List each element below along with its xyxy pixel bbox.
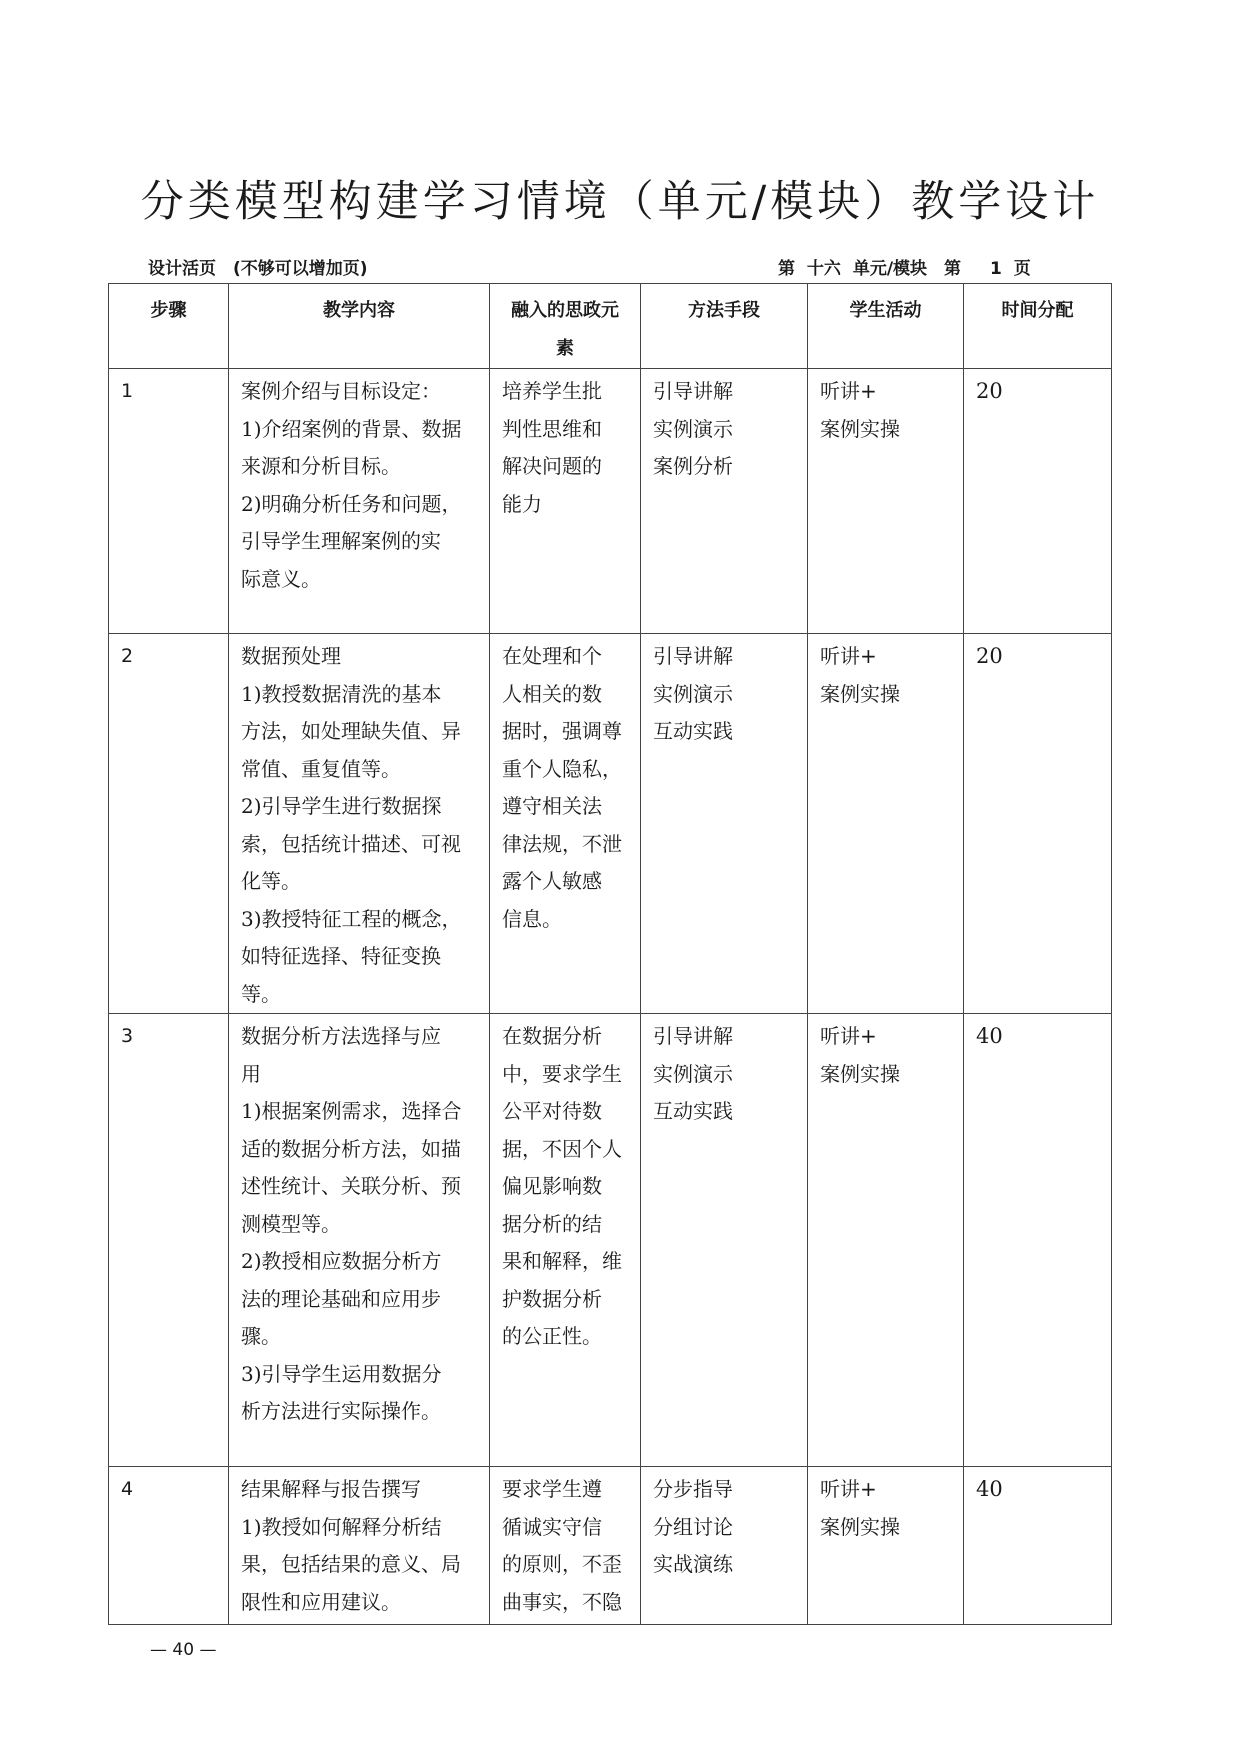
- activity-cell: [808, 369, 964, 634]
- content-cell: [229, 1467, 490, 1625]
- ideology-line: 曲事实，不隐: [502, 1589, 622, 1614]
- activity-cell: [808, 1467, 964, 1625]
- activity-cell: [808, 634, 964, 1014]
- content-cell: [229, 369, 490, 634]
- step-number: 2: [121, 645, 134, 667]
- content-line: 骤。: [241, 1324, 281, 1348]
- ideology-line: 据时，强调尊: [502, 719, 622, 743]
- method-line: 案例分析: [653, 454, 733, 478]
- header-activity: 学生活动: [808, 284, 964, 369]
- content-line: 引导学生理解案例的实: [241, 529, 441, 553]
- content-line: 限性和应用建议。: [241, 1589, 401, 1614]
- content-line: 2)引导学生进行数据探: [241, 794, 442, 818]
- time-cell: [964, 1014, 1112, 1467]
- content-cell: [229, 634, 490, 1014]
- activity-line: 案例实操: [820, 681, 900, 706]
- activity-line: 听讲+: [820, 1024, 877, 1048]
- content-line: 常值、重复值等。: [241, 756, 401, 781]
- content-line: 数据分析方法选择与应: [241, 1024, 441, 1048]
- content-line: 案例介绍与目标设定：: [241, 379, 441, 403]
- content-line: 3)引导学生运用数据分: [241, 1361, 442, 1386]
- method-line: 互动实践: [653, 719, 733, 743]
- header-ideology: [490, 284, 641, 369]
- method-line: 实例演示: [653, 416, 733, 441]
- ideology-line: 公平对待数: [502, 1099, 602, 1123]
- header-content: 教学内容: [229, 284, 490, 369]
- step-number: 1: [121, 380, 134, 402]
- header-time: 时间分配: [964, 284, 1112, 369]
- ideology-line: 培养学生批: [502, 379, 602, 403]
- content-line: 等。: [241, 981, 281, 1006]
- ideology-line: 判性思维和: [502, 416, 602, 441]
- content-line: 数据预处理: [241, 644, 341, 668]
- ideology-line: 信息。: [502, 906, 562, 931]
- content-line: 1)教授数据清洗的基本: [241, 681, 442, 706]
- step-cell: [109, 1467, 229, 1625]
- content-line: 法的理论基础和应用步: [241, 1286, 441, 1311]
- ideology-line: 循诚实守信: [502, 1514, 602, 1539]
- ideology-line: 律法规，不泄: [502, 831, 622, 856]
- ideology-cell: [490, 1014, 641, 1467]
- method-line: 引导讲解: [653, 644, 733, 668]
- content-line: 1)教授如何解释分析结: [241, 1514, 442, 1539]
- table-row: [109, 1467, 1112, 1625]
- method-cell: [641, 1467, 808, 1625]
- ideology-line: 据，不因个人: [502, 1136, 622, 1161]
- step-cell: [109, 1014, 229, 1467]
- page-number: — 40 —: [150, 1640, 217, 1660]
- ideology-line: 解决问题的: [502, 454, 602, 478]
- content-line: 2)明确分析任务和问题，: [241, 491, 462, 516]
- ideology-line: 重个人隐私，: [502, 756, 622, 781]
- content-line: 1)根据案例需求，选择合: [241, 1099, 462, 1123]
- header-ideology-line1: 融入的思政元: [511, 300, 619, 321]
- ideology-line: 要求学生遵: [502, 1477, 602, 1501]
- method-line: 互动实践: [653, 1099, 733, 1123]
- method-line: 引导讲解: [653, 1024, 733, 1048]
- content-line: 述性统计、关联分析、预: [241, 1174, 461, 1198]
- header-step: 步骤: [109, 284, 229, 369]
- method-line: 实例演示: [653, 681, 733, 706]
- teaching-design-table: [108, 283, 1112, 1625]
- table-row: [109, 369, 1112, 634]
- activity-line: 案例实操: [820, 416, 900, 441]
- method-line: 分步指导: [653, 1477, 733, 1501]
- activity-line: 听讲+: [820, 644, 877, 668]
- time-value: 20: [976, 644, 1003, 668]
- ideology-cell: [490, 369, 641, 634]
- content-cell: [229, 1014, 490, 1467]
- ideology-line: 的公正性。: [502, 1324, 602, 1348]
- method-line: 分组讨论: [653, 1514, 733, 1539]
- content-line: 来源和分析目标。: [241, 454, 401, 478]
- step-cell: [109, 369, 229, 634]
- content-line: 如特征选择、特征变换: [241, 944, 441, 968]
- header-ideology-line2: 素: [556, 338, 574, 359]
- content-line: 方法，如处理缺失值、异: [241, 719, 461, 743]
- table-row: [109, 634, 1112, 1014]
- content-line: 测模型等。: [241, 1211, 341, 1236]
- time-cell: [964, 1467, 1112, 1625]
- method-cell: [641, 369, 808, 634]
- ideology-line: 露个人敏感: [502, 869, 602, 893]
- time-value: 20: [976, 379, 1003, 403]
- header-method: 方法手段: [641, 284, 808, 369]
- time-cell: [964, 634, 1112, 1014]
- content-line: 索，包括统计描述、可视: [241, 831, 461, 856]
- ideology-line: 中，要求学生: [502, 1061, 622, 1086]
- method-line: 引导讲解: [653, 379, 733, 403]
- time-value: 40: [976, 1024, 1003, 1048]
- ideology-line: 遵守相关法: [502, 794, 602, 818]
- step-number: 3: [121, 1025, 134, 1047]
- ideology-line: 在数据分析: [502, 1024, 602, 1048]
- method-cell: [641, 1014, 808, 1467]
- time-cell: [964, 369, 1112, 634]
- content-line: 适的数据分析方法，如描: [241, 1136, 461, 1161]
- step-number: 4: [121, 1478, 134, 1500]
- design-sheet-label: 设计活页 (不够可以增加页): [148, 259, 368, 279]
- content-line: 析方法进行实际操作。: [241, 1399, 441, 1423]
- time-value: 40: [976, 1477, 1003, 1501]
- ideology-cell: [490, 634, 641, 1014]
- table-row: [109, 1014, 1112, 1467]
- unit-page-label: 第 十六 单元/模块 第 1 页: [778, 259, 1031, 279]
- ideology-line: 人相关的数: [502, 681, 602, 706]
- content-line: 2)教授相应数据分析方: [241, 1249, 442, 1273]
- ideology-line: 的原则，不歪: [502, 1552, 622, 1576]
- activity-line: 听讲+: [820, 1477, 877, 1501]
- activity-line: 案例实操: [820, 1514, 900, 1539]
- document-title: 分类模型构建学习情境（单元/模块）教学设计: [140, 177, 1100, 227]
- method-line: 实例演示: [653, 1061, 733, 1086]
- activity-line: 听讲+: [820, 379, 877, 403]
- ideology-line: 据分析的结: [502, 1211, 602, 1236]
- content-line: 1)介绍案例的背景、数据: [241, 416, 462, 441]
- activity-cell: [808, 1014, 964, 1467]
- ideology-cell: [490, 1467, 641, 1625]
- content-line: 果，包括结果的意义、局: [241, 1552, 461, 1576]
- ideology-line: 护数据分析: [502, 1286, 602, 1311]
- content-line: 结果解释与报告撰写: [241, 1477, 421, 1501]
- ideology-line: 果和解释，维: [502, 1249, 622, 1273]
- step-cell: [109, 634, 229, 1014]
- ideology-line: 能力: [502, 491, 542, 516]
- activity-line: 案例实操: [820, 1061, 900, 1086]
- ideology-line: 偏见影响数: [502, 1174, 602, 1198]
- content-line: 化等。: [241, 869, 301, 893]
- table-header-row: [109, 284, 1112, 369]
- content-line: 际意义。: [241, 566, 321, 591]
- method-cell: [641, 634, 808, 1014]
- method-line: 实战演练: [653, 1552, 733, 1576]
- content-line: 3)教授特征工程的概念，: [241, 906, 462, 931]
- content-line: 用: [241, 1061, 261, 1086]
- ideology-line: 在处理和个: [502, 644, 602, 668]
